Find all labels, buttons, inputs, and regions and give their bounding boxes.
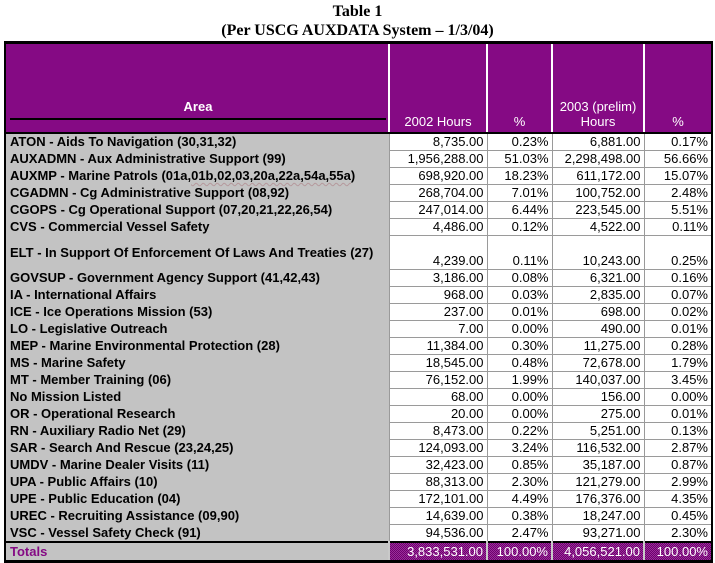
pct-2003-cell: 0.01% [644,406,712,423]
pct-2002-cell: 6.44% [487,202,552,219]
table-row [5,389,712,406]
column-header-area [5,43,389,134]
table-row [5,525,712,543]
table-row [5,491,712,508]
pct-2003-cell: 2.87% [644,440,712,457]
area-cell: MEP - Marine Environmental Protection (28) [5,338,389,355]
table-row [5,270,712,287]
hours-2003-cell: 176,376.00 [552,491,644,508]
hours-2003-cell: 2,298,498.00 [552,151,644,168]
totals-label: Totals [5,542,389,562]
table-row [5,457,712,474]
hours-2003-cell: 611,172.00 [552,168,644,185]
pct-2002-cell: 4.49% [487,491,552,508]
hours-2002-cell: 3,186.00 [389,270,487,287]
area-cell: MS - Marine Safety [5,355,389,372]
pct-2002-cell: 7.01% [487,185,552,202]
area-cell: UMDV - Marine Dealer Visits (11) [5,457,389,474]
pct-2002-cell: 3.24% [487,440,552,457]
pct-2003-cell: 0.01% [644,321,712,338]
pct-2002-cell: 0.08% [487,270,552,287]
totals-2002-hours: 3,833,531.00 [389,542,487,562]
column-header-2003-hours: 2003 (prelim) Hours [552,43,644,134]
pct-2003-cell: 2.30% [644,525,712,543]
pct-2003-cell: 0.87% [644,457,712,474]
hours-2003-cell: 140,037.00 [552,372,644,389]
column-header-2002-pct: % [487,43,552,134]
totals-2002-pct: 100.00% [487,542,552,562]
hours-2003-cell: 698.00 [552,304,644,321]
hours-2002-cell: 8,473.00 [389,423,487,440]
area-cell: AUXMP - Marine Patrols (01a,01b,02,03,20a,22a,54a,55a) [5,168,389,185]
table-row [5,423,712,440]
hours-2002-cell: 88,313.00 [389,474,487,491]
area-cell: CGADMN - Cg Administrative Support (08,92) [5,185,389,202]
hours-2003-cell: 11,275.00 [552,338,644,355]
hours-2002-cell: 1,956,288.00 [389,151,487,168]
pct-2003-cell: 0.28% [644,338,712,355]
area-cell: CVS - Commercial Vessel Safety [5,219,389,236]
hours-2002-cell: 268,704.00 [389,185,487,202]
hours-2003-cell: 116,532.00 [552,440,644,457]
table-row [5,440,712,457]
pct-2003-cell: 5.51% [644,202,712,219]
pct-2002-cell: 0.12% [487,219,552,236]
pct-2002-cell: 18.23% [487,168,552,185]
hours-2003-cell: 275.00 [552,406,644,423]
table-row [5,355,712,372]
pct-2002-cell: 0.30% [487,338,552,355]
hours-2003-cell: 100,752.00 [552,185,644,202]
pct-2003-cell: 0.00% [644,389,712,406]
hours-2002-cell: 14,639.00 [389,508,487,525]
area-cell: No Mission Listed [5,389,389,406]
hours-2003-cell: 4,522.00 [552,219,644,236]
pct-2002-cell: 51.03% [487,151,552,168]
pct-2003-cell: 4.35% [644,491,712,508]
pct-2002-cell: 0.11% [487,236,552,270]
totals-row [5,542,712,562]
area-header-label: Area [183,99,213,114]
hours-2003-cell: 5,251.00 [552,423,644,440]
pct-2003-cell: 0.02% [644,304,712,321]
hours-2003-cell: 93,271.00 [552,525,644,543]
table-title-line1: Table 1 [332,3,383,20]
table-row [5,287,712,304]
area-cell: IA - International Affairs [5,287,389,304]
hours-2002-cell: 8,735.00 [389,133,487,151]
table-row [5,304,712,321]
hours-2003-cell: 490.00 [552,321,644,338]
pct-2002-cell: 2.30% [487,474,552,491]
table-row [5,508,712,525]
area-cell: RN - Auxiliary Radio Net (29) [5,423,389,440]
hours-2002-cell: 247,014.00 [389,202,487,219]
hours-2002-cell: 237.00 [389,304,487,321]
table-row [5,236,712,270]
table-row [5,151,712,168]
pct-2003-cell: 0.16% [644,270,712,287]
pct-2002-cell: 0.01% [487,304,552,321]
area-cell: UPA - Public Affairs (10) [5,474,389,491]
pct-2002-cell: 0.22% [487,423,552,440]
area-cell: AUXADMN - Aux Administrative Support (99) [5,151,389,168]
hours-2002-cell: 4,239.00 [389,236,487,270]
pct-2002-cell: 0.00% [487,389,552,406]
pct-2003-cell: 1.79% [644,355,712,372]
hours-2002-cell: 172,101.00 [389,491,487,508]
pct-2003-cell: 0.17% [644,133,712,151]
table-title [0,0,715,40]
hours-2003-cell: 223,545.00 [552,202,644,219]
hours-2003-cell: 6,321.00 [552,270,644,287]
pct-2002-cell: 0.48% [487,355,552,372]
pct-2003-cell: 3.45% [644,372,712,389]
auxdata-hours-table [4,41,713,563]
hours-2002-cell: 7.00 [389,321,487,338]
pct-2002-cell: 0.00% [487,321,552,338]
pct-2003-cell: 2.99% [644,474,712,491]
hours-2002-cell: 18,545.00 [389,355,487,372]
hours-2003-cell: 10,243.00 [552,236,644,270]
table-row [5,185,712,202]
area-cell: GOVSUP - Government Agency Support (41,42,43) [5,270,389,287]
table-row [5,474,712,491]
hours-2002-cell: 698,920.00 [389,168,487,185]
pct-2002-cell: 1.99% [487,372,552,389]
pct-2002-cell: 0.03% [487,287,552,304]
table-row [5,202,712,219]
hours-2002-cell: 20.00 [389,406,487,423]
pct-2003-cell: 56.66% [644,151,712,168]
hours-2002-cell: 32,423.00 [389,457,487,474]
pct-2003-cell: 0.07% [644,287,712,304]
pct-2002-cell: 0.00% [487,406,552,423]
totals-2003-pct: 100.00% [644,542,712,562]
hours-2002-cell: 94,536.00 [389,525,487,543]
table-row [5,133,712,151]
table-body [5,133,712,542]
hours-2003-cell: 156.00 [552,389,644,406]
hours-2002-cell: 11,384.00 [389,338,487,355]
table-row [5,406,712,423]
table-title-line2: (Per USCG AUXDATA System – 1/3/04) [221,22,494,39]
area-cell: LO - Legislative Outreach [5,321,389,338]
area-header-underline [10,99,386,120]
pct-2002-cell: 2.47% [487,525,552,543]
hours-2002-cell: 968.00 [389,287,487,304]
hours-2003-cell: 6,881.00 [552,133,644,151]
hours-2002-cell: 124,093.00 [389,440,487,457]
pct-2003-cell: 15.07% [644,168,712,185]
area-cell: ATON - Aids To Navigation (30,31,32) [5,133,389,151]
area-cell: SAR - Search And Rescue (23,24,25) [5,440,389,457]
area-cell: VSC - Vessel Safety Check (91) [5,525,389,543]
hours-2002-cell: 76,152.00 [389,372,487,389]
spellcheck-wavy-underline: 01b,02,03,20a,22a,54a,55a [191,168,351,183]
area-cell: MT - Member Training (06) [5,372,389,389]
table-row [5,321,712,338]
hours-2003-cell: 18,247.00 [552,508,644,525]
area-cell: ICE - Ice Operations Mission (53) [5,304,389,321]
area-cell: CGOPS - Cg Operational Support (07,20,21,22,26,54) [5,202,389,219]
table-row [5,372,712,389]
area-cell: ELT - In Support Of Enforcement Of Laws And Treaties (27) [5,236,389,270]
area-cell: OR - Operational Research [5,406,389,423]
pct-2003-cell: 0.13% [644,423,712,440]
pct-2003-cell: 0.25% [644,236,712,270]
hours-2003-cell: 72,678.00 [552,355,644,372]
area-cell: UPE - Public Education (04) [5,491,389,508]
table-row [5,338,712,355]
pct-2002-cell: 0.85% [487,457,552,474]
column-header-2003-pct: % [644,43,712,134]
area-cell: UREC - Recruiting Assistance (09,90) [5,508,389,525]
pct-2002-cell: 0.23% [487,133,552,151]
totals-2003-hours: 4,056,521.00 [552,542,644,562]
table-row [5,168,712,185]
header-row [5,43,712,134]
column-header-2002-hours: 2002 Hours [389,43,487,134]
hours-2003-cell: 2,835.00 [552,287,644,304]
pct-2003-cell: 0.11% [644,219,712,236]
pct-2003-cell: 0.45% [644,508,712,525]
pct-2002-cell: 0.38% [487,508,552,525]
hours-2003-cell: 121,279.00 [552,474,644,491]
hours-2002-cell: 68.00 [389,389,487,406]
hours-2002-cell: 4,486.00 [389,219,487,236]
hours-2003-cell: 35,187.00 [552,457,644,474]
pct-2003-cell: 2.48% [644,185,712,202]
table-row [5,219,712,236]
